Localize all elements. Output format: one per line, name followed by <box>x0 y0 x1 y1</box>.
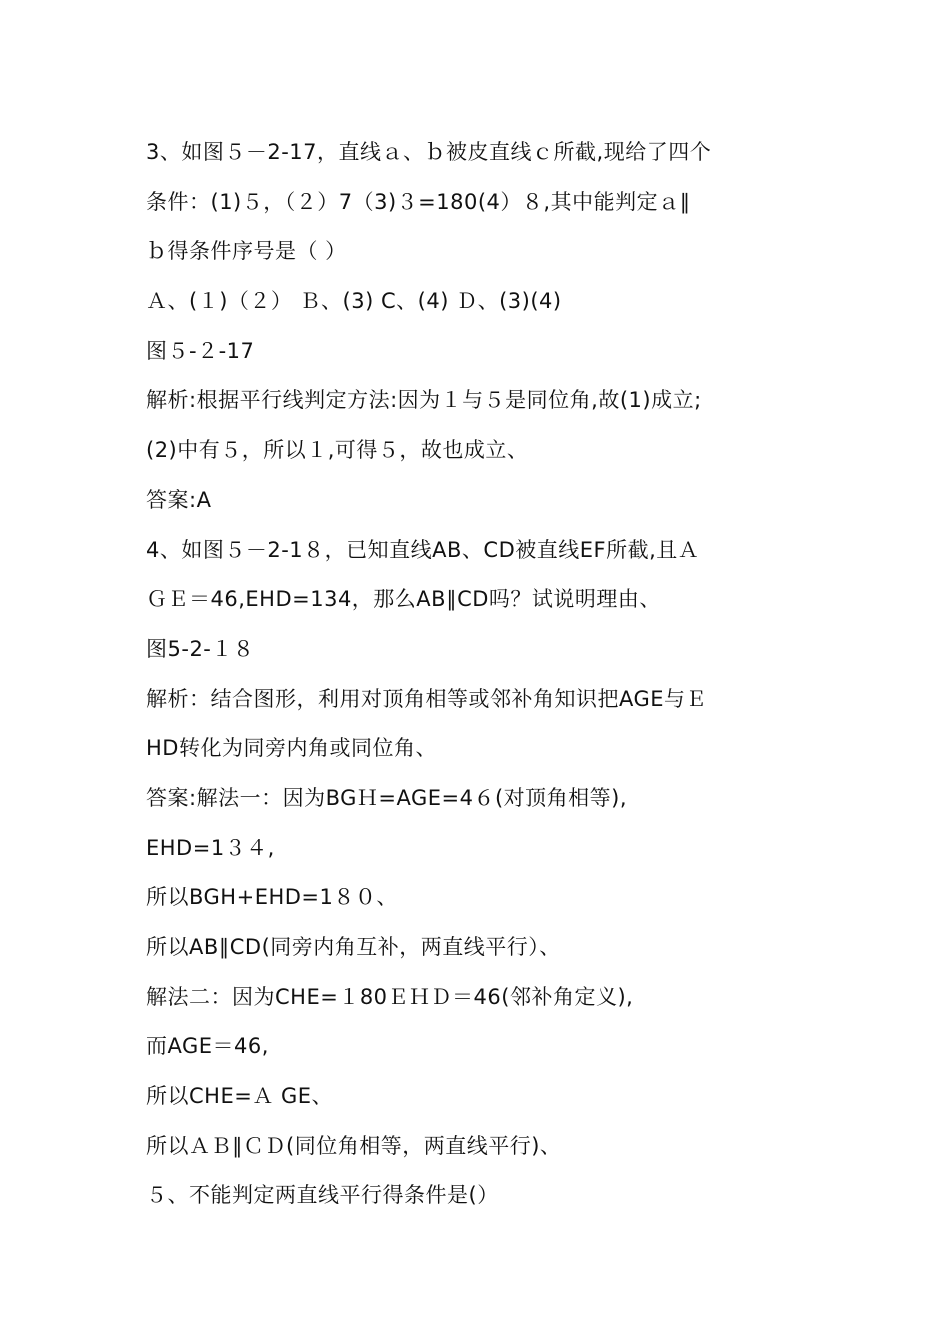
text-line: ５、不能判定两直线平行得条件是(） <box>146 1183 499 1208</box>
answer-line: 答案:A <box>146 487 212 512</box>
text-line: 3、如图５－2-17，直线ａ、ｂ被皮直线ｃ所截,现给了四个 <box>146 140 712 164</box>
text-line: 而AGE＝46, <box>146 1034 269 1059</box>
figure-caption: 图5-2-１８ <box>146 636 255 661</box>
text-line: 解析:根据平行线判定方法:因为１与５是同位角,故(1)成立; <box>146 388 702 413</box>
text-line: Ａ、(１)（２） Ｂ、(3) C、(4) Ｄ、(3)(4) <box>146 289 562 314</box>
text-line: 解析：结合图形，利用对顶角相等或邻补角知识把AGE与Ｅ <box>146 686 708 711</box>
text-line: ｂ得条件序号是（ ） <box>146 239 347 264</box>
text-line: EHD=1３４, <box>146 835 275 860</box>
text-line: ＧＥ＝46,EHD=134，那么AB∥CD吗？试说明理由、 <box>146 587 661 612</box>
text-line: 所以BGH+EHD=1８０、 <box>146 885 398 910</box>
text-line: 所以ＡＢ∥ＣＤ(同位角相等，两直线平行)、 <box>146 1133 562 1158</box>
document-body <box>146 128 826 1221</box>
figure-caption: 图５-２-17 <box>146 338 255 363</box>
text-line: (2)中有５，所以１,可得５，故也成立、 <box>146 438 529 463</box>
text-line: 条件：(1)５，（２）7（3)３=180(4）８,其中能判定ａ∥ <box>146 189 691 214</box>
text-line: 4、如图５－2-1８，已知直线AB、CD被直线EF所截,且Ａ <box>146 537 700 562</box>
text-line: HD转化为同旁内角或同位角、 <box>146 736 437 761</box>
text-line: 所以AB∥CD(同旁内角互补，两直线平行）、 <box>146 935 561 959</box>
text-line: 所以CHE=Ａ GE、 <box>146 1084 334 1109</box>
text-line: 解法二：因为CHE=１80ＥＨＤ＝46(邻补角定义), <box>146 984 634 1009</box>
answer-line: 答案:解法一：因为BGＨ=AGE=4６(对顶角相等), <box>146 785 628 810</box>
